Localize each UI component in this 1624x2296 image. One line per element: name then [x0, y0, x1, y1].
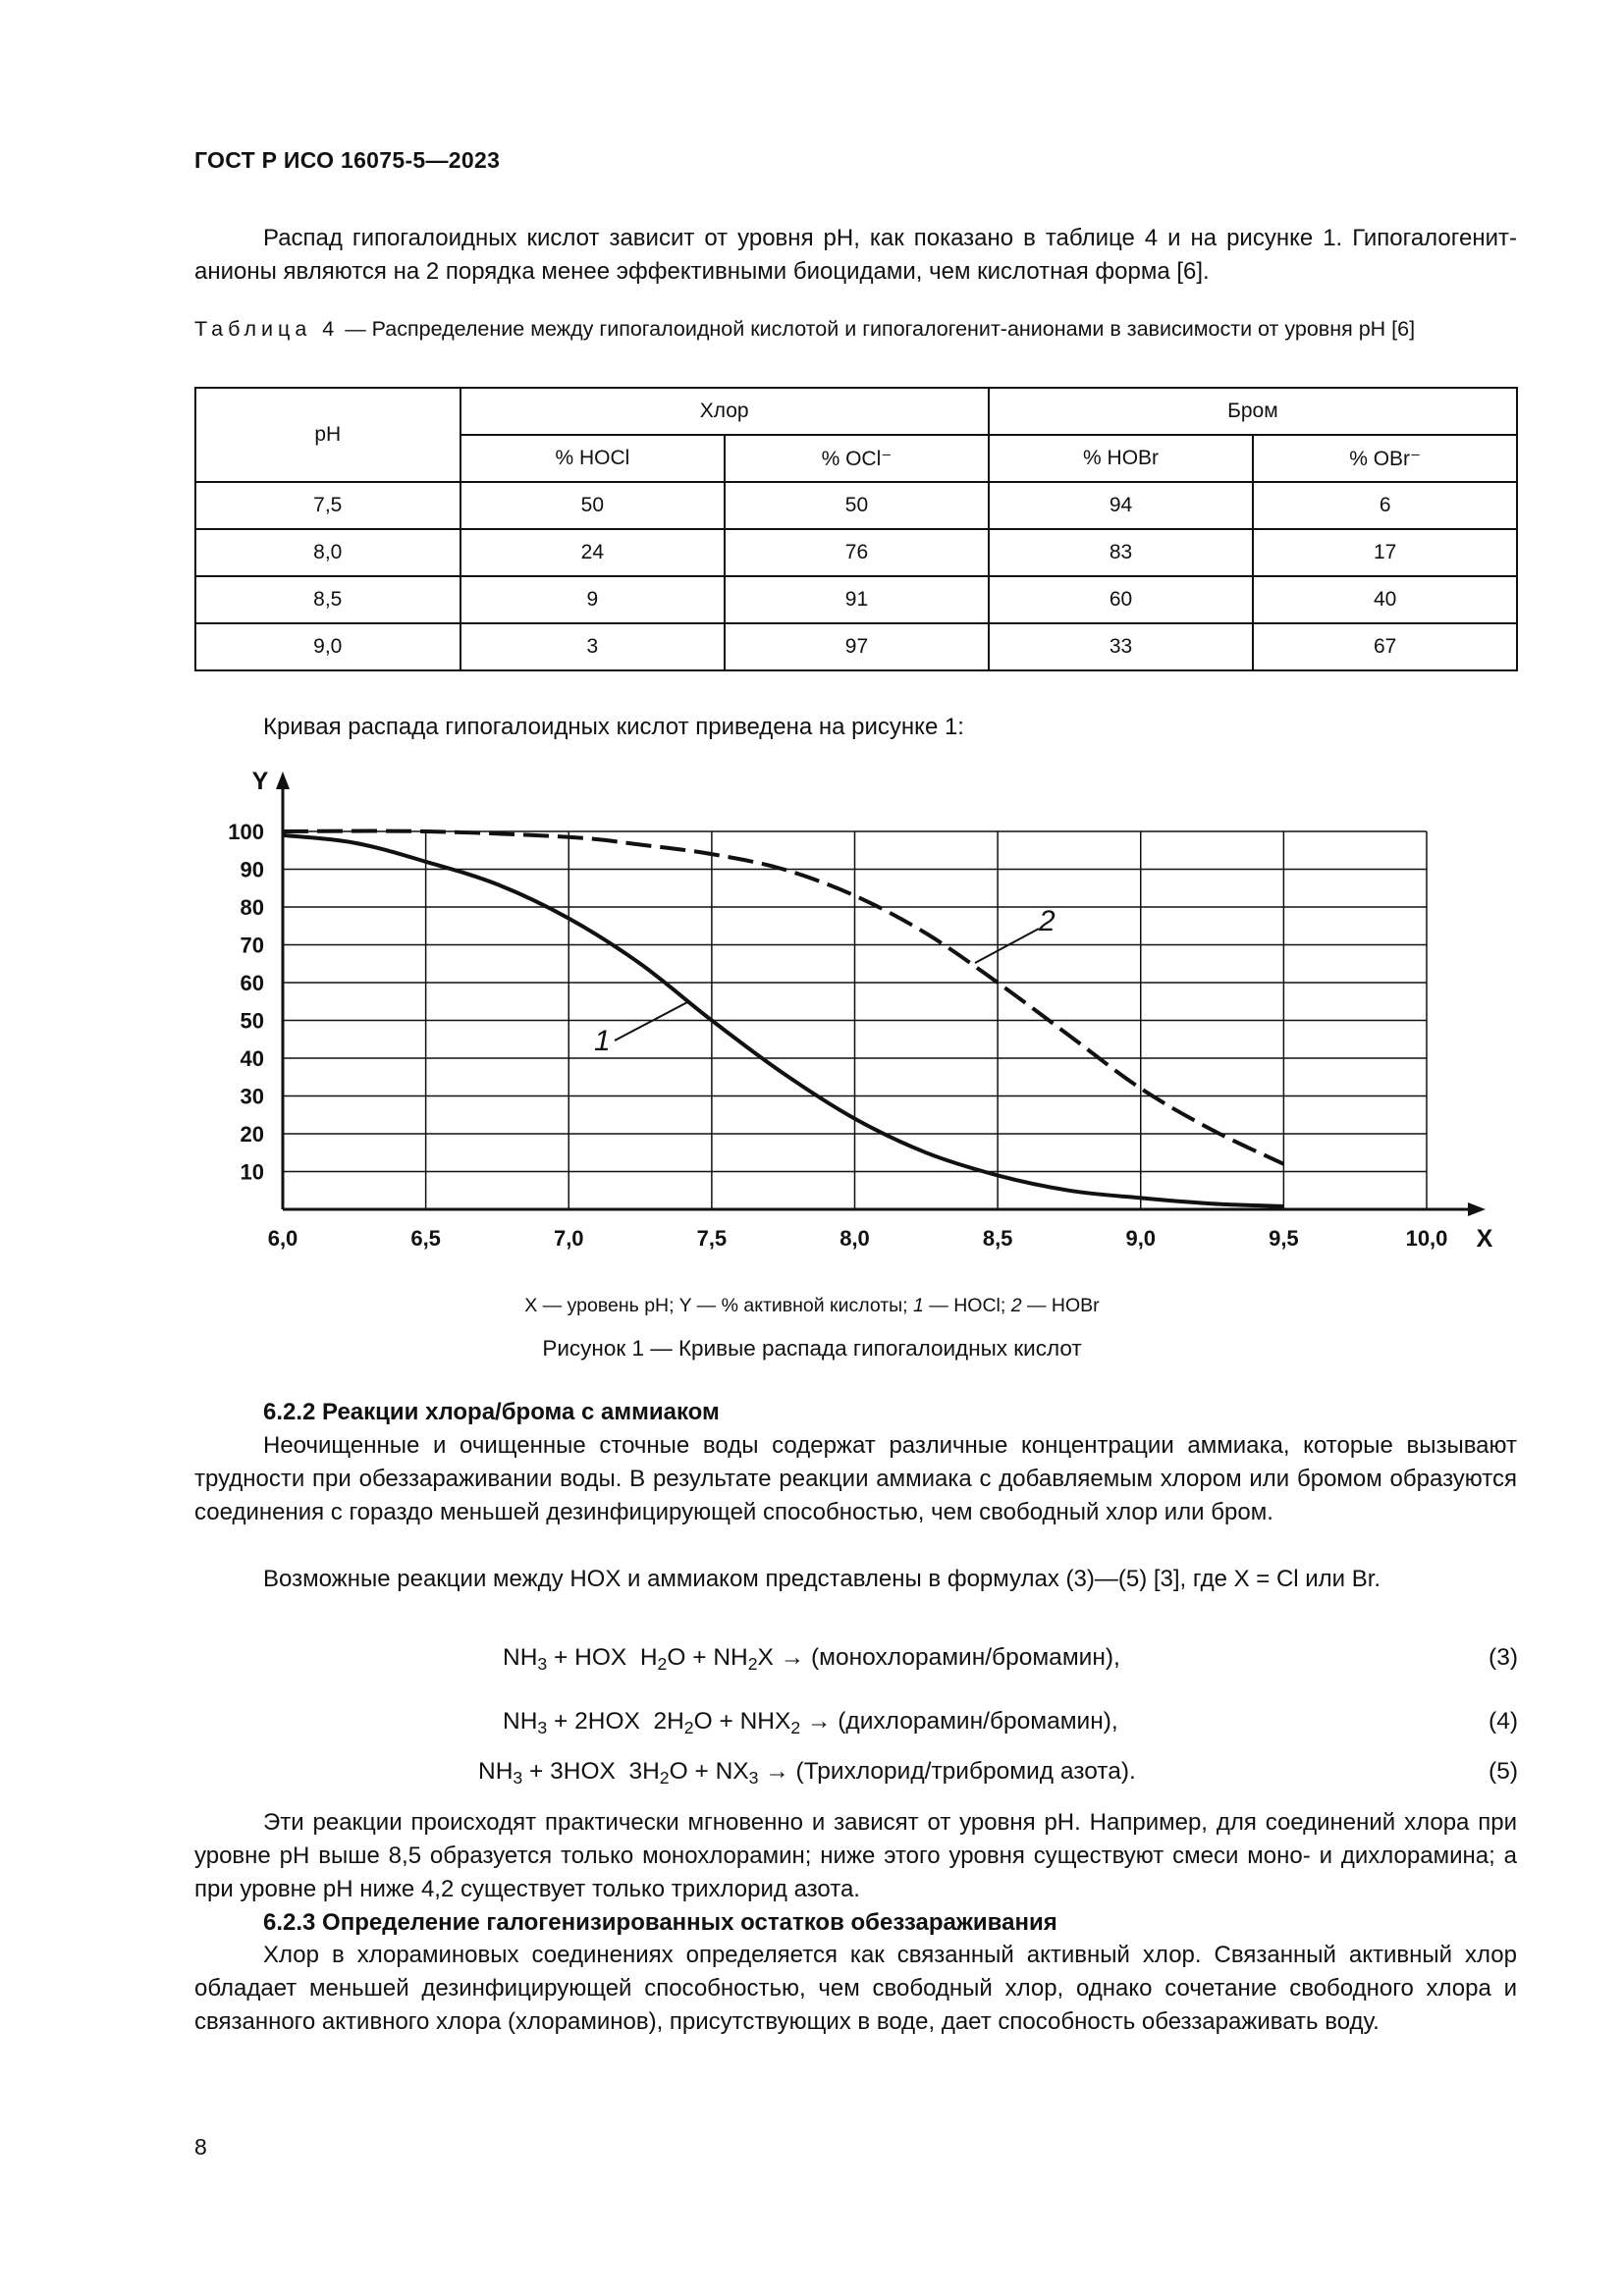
series-1-label: 1 — [594, 1025, 611, 1057]
table-cell: 24 — [460, 529, 726, 576]
x-axis-label: X — [1476, 1225, 1493, 1253]
table-cell: 7,5 — [195, 482, 460, 529]
figure-intro: Кривая распада гипогалоидных кислот приведена на рисунке 1: — [263, 714, 964, 740]
y-tick-label: 40 — [240, 1046, 264, 1071]
y-tick-label: 10 — [240, 1159, 264, 1185]
table-cell: 17 — [1253, 529, 1517, 576]
table-cell: 83 — [989, 529, 1254, 576]
decay-curves-chart — [0, 756, 1624, 1276]
legend-series-1-text: — HOCl; — [923, 1295, 1011, 1316]
legend-series-2: 2 — [1010, 1295, 1022, 1316]
y-tick-label: 70 — [240, 933, 264, 958]
table-caption — [194, 314, 1517, 344]
y-tick-label: 100 — [228, 820, 264, 844]
series-2-label: 2 — [1039, 905, 1056, 937]
figure-caption: Рисунок 1 — Кривые распада гипогалоидных кислот — [542, 1336, 1082, 1361]
table-4 — [194, 387, 1518, 671]
y-axis-arrow — [276, 772, 290, 789]
table-row — [195, 576, 1517, 623]
col-header-hocl: % HOCl — [460, 435, 726, 482]
x-tick-label: 10,0 — [1405, 1226, 1448, 1251]
document-header: ГОСТ Р ИСО 16075-5—2023 — [194, 147, 501, 173]
col-header-obr: % OBr⁻ — [1253, 435, 1517, 482]
table-cell: 3 — [460, 623, 726, 670]
table-cell: 9,0 — [195, 623, 460, 670]
section-622-paragraph-2: Возможные реакции между HOX и аммиаком представлены в формулах (3)—(5) [3], где X = Cl или Br. — [263, 1566, 1381, 1592]
legend-series-2-text: — HOBr — [1021, 1295, 1100, 1316]
y-tick-label: 90 — [240, 857, 264, 882]
table-cell: 8,0 — [195, 529, 460, 576]
table-cell: 94 — [989, 482, 1254, 529]
x-axis-arrow — [1468, 1202, 1486, 1216]
formula-4-number: (4) — [1489, 1708, 1518, 1735]
x-tick-label: 6,0 — [267, 1226, 298, 1251]
section-623-paragraph-1: Хлор в хлораминовых соединениях определяется как связанный активный хлор. Связанный активный хлор обладает меньшей дезинфицирующей способностью, чем свободный хлор, однако сочетание свободного хлора и связанного активного хлора (хлораминов), присутствующих в воде, дает способность обеззараживать воду. — [194, 1942, 1517, 2035]
table-caption-label: Таблица 4 — [194, 317, 340, 341]
y-axis-label: Y — [251, 768, 269, 795]
col-group-brom: Бром — [989, 388, 1517, 435]
formula-5: $NH_3 + 3HOX$ $3H_2O + NX_3$ → (Трихлорид/трибромид азота). — [478, 1758, 1136, 1788]
y-tick-label: 20 — [240, 1122, 264, 1147]
table-cell: 6 — [1253, 482, 1517, 529]
formula-3-number: (3) — [1489, 1644, 1518, 1671]
x-tick-label: 7,0 — [553, 1226, 584, 1251]
table-cell: 50 — [725, 482, 989, 529]
table-cell: 60 — [989, 576, 1254, 623]
col-header-hobr: % HOBr — [989, 435, 1254, 482]
table-caption-text: — Распределение между гипогалоидной кислотой и гипогалогенит-анионами в зависимости от уровня pH [6] — [339, 317, 1416, 341]
formula-4: $NH_3 + 2HOX$ $2H_2O + NHX_2$ → (дихлорамин/бромамин), — [503, 1708, 1118, 1737]
table-row — [195, 482, 1517, 529]
table-cell: 50 — [460, 482, 726, 529]
legend-series-1: 1 — [913, 1295, 924, 1316]
formula-3: $NH_3$ + HOX $H_2O + NH_2X$ → (монохлорамин/бромамин), — [503, 1644, 1120, 1674]
x-tick-label: 7,5 — [696, 1226, 728, 1251]
y-tick-label: 50 — [240, 1008, 264, 1034]
x-tick-label: 9,5 — [1269, 1226, 1299, 1251]
table-row — [195, 529, 1517, 576]
formula-5-number: (5) — [1489, 1758, 1518, 1785]
figure-legend — [0, 1295, 1624, 1317]
x-tick-label: 8,5 — [982, 1226, 1013, 1251]
table-row — [195, 623, 1517, 670]
table-cell: 9 — [460, 576, 726, 623]
table-cell: 67 — [1253, 623, 1517, 670]
series-2-leader — [975, 929, 1039, 963]
page-number: 8 — [194, 2134, 207, 2160]
x-tick-label: 6,5 — [410, 1226, 441, 1251]
col-header-ocl: % OCl⁻ — [725, 435, 989, 482]
table-header-row — [195, 388, 1517, 435]
table-cell: 40 — [1253, 576, 1517, 623]
section-622-paragraph-1: Неочищенные и очищенные сточные воды содержат различные концентрации аммиака, которые вызывают трудности при обеззараживании воды. В результате реакции аммиака с добавляемым хлором или бромом образуются соединения с гораздо меньшей дезинфицирующей способностью, чем свободный хлор или бром. — [194, 1432, 1517, 1525]
section-623-title: 6.2.3 Определение галогенизированных остатков обеззараживания — [263, 1909, 1057, 1936]
x-tick-label: 8,0 — [839, 1226, 870, 1251]
table-cell: 97 — [725, 623, 989, 670]
table-cell: 33 — [989, 623, 1254, 670]
series-2-line — [283, 831, 1283, 1164]
legend-x-y-text: X — уровень pH; Y — % активной кислоты; — [524, 1295, 914, 1316]
table-cell: 91 — [725, 576, 989, 623]
table-cell: 8,5 — [195, 576, 460, 623]
section-622-title: 6.2.2 Реакции хлора/брома с аммиаком — [263, 1399, 720, 1425]
y-tick-label: 30 — [240, 1084, 264, 1109]
y-tick-label: 60 — [240, 971, 264, 995]
col-header-ph: pH — [195, 388, 460, 482]
section-622-paragraph-3: Эти реакции происходят практически мгновенно и зависят от уровня pH. Например, для соединений хлора при уровне pH выше 8,5 образуется только монохлорамин; ниже этого уровня существуют смеси моно- и дихлорамина; а при уровне pH ниже 4,2 существует только трихлорид азота. — [194, 1809, 1517, 1902]
table-cell: 76 — [725, 529, 989, 576]
y-tick-label: 80 — [240, 895, 264, 920]
intro-paragraph: Распад гипогалоидных кислот зависит от уровня pH, как показано в таблице 4 и на рисунке 1. Гипогалогенит-анионы являются на 2 порядка менее эффективными биоцидами, чем кислотная форма [6]. — [194, 225, 1517, 285]
x-tick-label: 9,0 — [1125, 1226, 1157, 1251]
col-group-chlor: Хлор — [460, 388, 989, 435]
